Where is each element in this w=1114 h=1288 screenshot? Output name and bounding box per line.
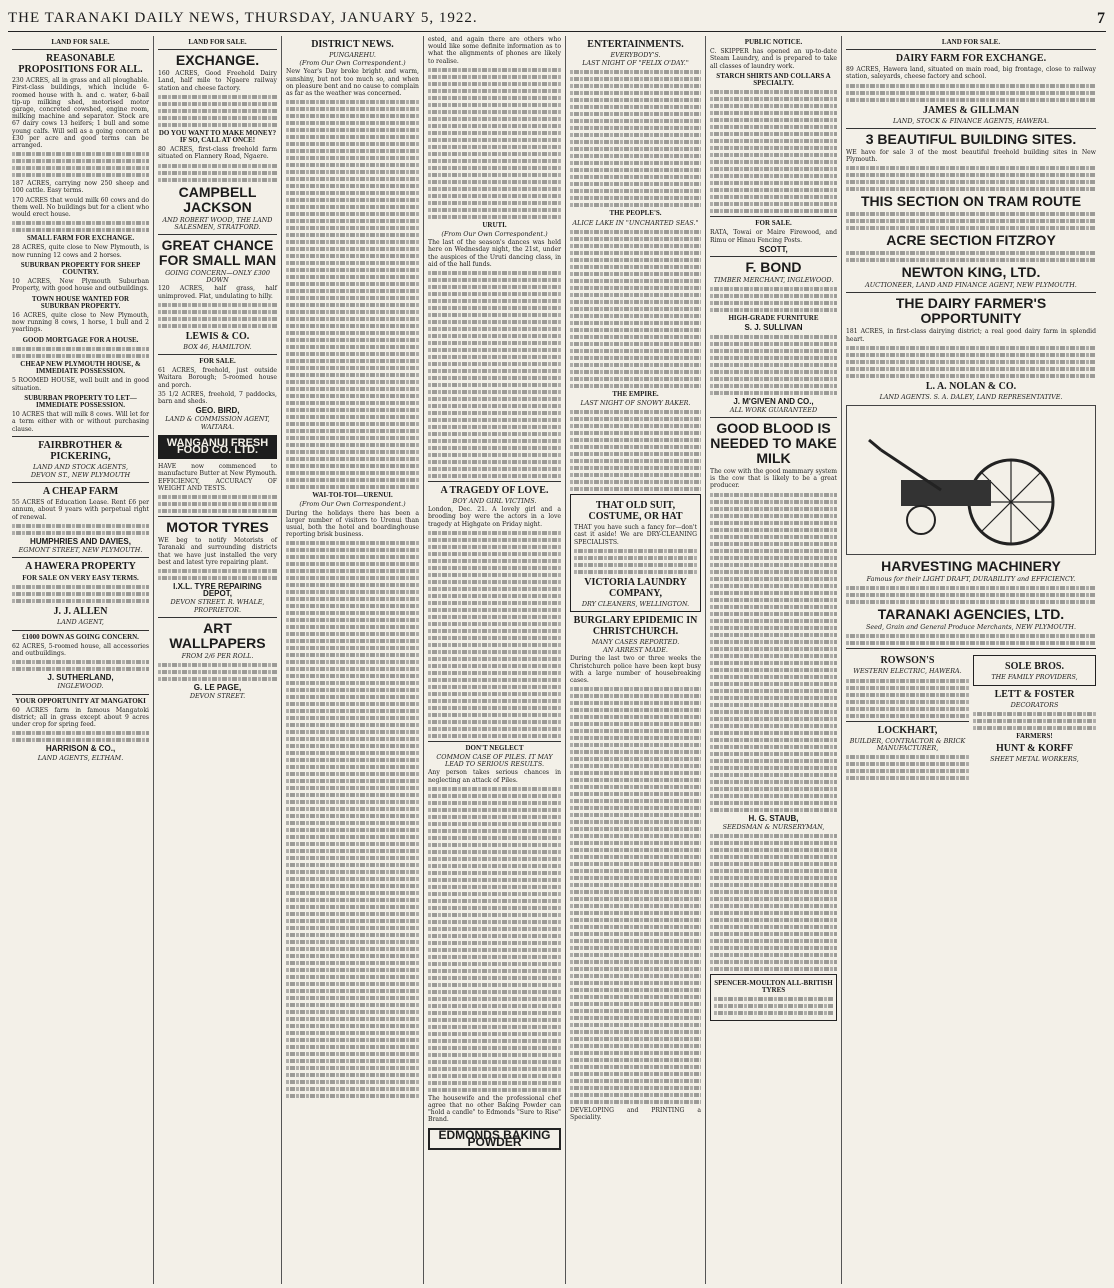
- ad-text: 28 ACRES, quite close to New Plymouth, is now running 12 cows and 2 horses.: [12, 244, 149, 259]
- ad-text: 80 ACRES, first-class freehold farm situated on Flannery Road, Ngaere.: [158, 146, 277, 161]
- ad-heading: GREAT CHANCE FOR SMALL MAN: [158, 237, 277, 269]
- firm-name: F. BOND: [745, 259, 802, 276]
- ad-heading: GOOD MORTGAGE FOR A HOUSE.: [22, 335, 139, 344]
- text-filler: [428, 68, 561, 219]
- column-5: [566, 36, 706, 1284]
- ad-heading: FARMERS!: [1016, 731, 1053, 740]
- spencer-moulton-ad: [710, 974, 837, 1021]
- ad-heading: CHEAP NEW PLYMOUTH HOUSE, & IMMEDIATE POSSESSION.: [20, 359, 141, 376]
- article-text: London, Dec. 21. A lovely girl and a brooding boy were the actors in a love tragedy at Highgate on Friday night.: [428, 506, 561, 528]
- ad-subtitle: Famous for their LIGHT DRAFT, DURABILITY and EFFICIENCY.: [866, 575, 1076, 584]
- ad-heading: DO YOU WANT TO MAKE MONEY? IF SO, CALL AT ONCE!: [158, 128, 277, 145]
- ad-text: The housewife and the professional chef agree that no other Baking Powder can "hold a candle" to Edmonds "Sure to Rise" Brand.: [428, 1094, 561, 1124]
- divider: [158, 354, 277, 355]
- divider: [428, 481, 561, 482]
- ad-text: 120 ACRES, half grass, half unimproved. Flat, undulating to hilly.: [158, 285, 277, 300]
- article-subheading: MANY CASES REPORTED.: [591, 638, 680, 647]
- article-heading: DISTRICT NEWS.: [311, 39, 394, 50]
- article-heading: DON'T NEGLECT: [465, 743, 524, 752]
- ad-text: 60 ACRES farm in famous Mangatoki district; all in grass except about 9 acres under crop for spring feed.: [12, 706, 149, 729]
- ad-heading: 3 BEAUTIFUL BUILDING SITES.: [865, 130, 1077, 147]
- section-heading: LAND FOR SALE.: [941, 38, 1001, 46]
- firm-name: HARRISON & CO.,: [45, 744, 116, 754]
- firm-name: G. LE PAGE,: [193, 682, 242, 692]
- ad-heading: MOTOR TYRES: [166, 519, 269, 536]
- ad-text: HAVE now commenced to manufacture Butter at New Plymouth. EFFICIENCY, ACCURACY OF WEIGHT AND TESTS.: [158, 463, 277, 492]
- text-filler: [846, 251, 1096, 262]
- firm-name: SCOTT,: [759, 244, 788, 254]
- article-subheading: AN ARREST MADE.: [603, 646, 668, 655]
- ad-heading: £1000 DOWN AS GOING CONCERN.: [22, 632, 139, 641]
- ad-heading: THAT OLD SUIT, COSTUME, OR HAT: [588, 500, 683, 523]
- bottom-ads-row: [846, 652, 1096, 783]
- ad-text: 5 ROOMED HOUSE, well built and in good situation.: [12, 377, 149, 392]
- column-3: [282, 36, 424, 1284]
- article-heading: A TRAGEDY OF LOVE.: [440, 485, 549, 497]
- text-filler: [12, 524, 149, 535]
- victoria-laundry-ad: [570, 494, 701, 612]
- article-heading: WAI-TOI-TOI—URENUI.: [312, 491, 393, 500]
- article-subheading: BOY AND GIRL VICTIMS.: [452, 497, 537, 506]
- text-filler: [846, 212, 1096, 230]
- firm-subtitle: THE FAMILY PROVIDERS,: [991, 673, 1078, 682]
- text-filler: [12, 221, 149, 232]
- ad-heading: ART WALLPAPERS: [169, 619, 266, 651]
- firm-address: INGLEWOOD.: [57, 682, 104, 691]
- ad-heading: FOR SALE.: [755, 219, 792, 228]
- text-filler: [570, 70, 701, 207]
- firm-subtitle: SHEET METAL WORKERS,: [990, 755, 1079, 764]
- byline: (From Our Own Correspondent.): [299, 59, 406, 68]
- text-filler: [846, 679, 969, 718]
- harvester-icon: [861, 410, 1081, 550]
- text-filler: [12, 585, 149, 603]
- text-filler: [570, 410, 701, 491]
- firm-address: EGMONT STREET, NEW PLYMOUTH.: [18, 545, 143, 554]
- ad-text: 187 ACRES, carrying now 250 sheep and 100 cattle. Easy terms.: [12, 180, 149, 195]
- ad-text: 230 ACRES, all in grass and all ploughable. First-class buildings, which include 6-roomed house with h. and c. water, 6-bail tip-up milking shed, motorised motor garage, concreted cowshed, engine room, milking machine and separator. Stock are 67 dairy cows 13 heifers; 1 bull and some young calfs. Will sell as a going concern at £30 per acre and good terms can be arranged.: [12, 77, 149, 150]
- firm-subtitle: DEVON STREET.: [189, 692, 246, 701]
- firm-subtitle: TIMBER MERCHANT, INGLEWOOD.: [713, 276, 834, 285]
- text-filler: [12, 347, 149, 358]
- divider: [158, 516, 277, 517]
- text-filler: [846, 586, 1096, 604]
- article-subheading: EVERYBODY'S.: [610, 51, 661, 59]
- firm-name: J. J. ALLEN: [53, 606, 108, 618]
- ad-text: RATA, Towai or Maire Firewood, and Rimu or Hinau Fencing Posts.: [710, 229, 837, 244]
- article-text: During the last two or three weeks the Christchurch police have been kept busy with a large number of housebreaking cases.: [570, 655, 701, 685]
- section-heading: LAND FOR SALE.: [188, 38, 247, 46]
- text-filler: [846, 166, 1096, 191]
- divider: [158, 49, 277, 50]
- firm-subtitle: BOX 46, HAMILTON.: [183, 342, 252, 351]
- edmonds-logo: EDMONDS BAKING POWDER: [428, 1128, 561, 1150]
- ad-heading: DAIRY FARM FOR EXCHANGE.: [895, 53, 1047, 65]
- bottom-ads-left: [846, 652, 969, 783]
- ad-text: The cow with the good mammary system is the cow that is likely to be a great producer.: [710, 468, 837, 490]
- ad-text: 35 1/2 ACRES, freehold, 7 paddocks, barn and sheds.: [158, 390, 277, 406]
- firm-subtitle: LAND AND STOCK AGENTS,: [33, 462, 128, 471]
- text-filler: [158, 164, 277, 182]
- ad-heading: SUBURBAN PROPERTY TO LET—IMMEDIATE POSSESSION.: [24, 393, 137, 409]
- firm-name: LEWIS & CO.: [185, 330, 250, 342]
- ad-heading: FOR SALE ON VERY EASY TERMS.: [22, 574, 139, 583]
- divider: [428, 741, 561, 742]
- divider: [12, 557, 149, 558]
- text-filler: [846, 346, 1096, 378]
- ad-heading: THE DAIRY FARMER'S OPPORTUNITY: [895, 295, 1047, 327]
- text-filler: [428, 787, 561, 1092]
- article-text: During the holidays there has been a larger number of visitors to Urenui than usual, both the hotel and boardinghouse reporting brisk business.: [286, 509, 419, 539]
- firm-name: JAMES & GILLMAN: [922, 104, 1020, 116]
- firm-subtitle: ALL WORK GUARANTEED: [729, 405, 818, 414]
- text-filler: [710, 90, 837, 213]
- firm-name: NEWTON KING, LTD.: [901, 264, 1041, 281]
- text-filler: [714, 997, 833, 1015]
- ad-heading: YOUR OPPORTUNITY AT MANGATOKI: [15, 696, 146, 705]
- firm-name: CAMPBELL JACKSON: [178, 183, 257, 215]
- text-filler: [846, 755, 969, 780]
- sole-bros-ad: [973, 655, 1096, 685]
- firm-name: LETT & FOSTER: [994, 688, 1075, 700]
- ad-heading: SPENCER-MOULTON ALL-BRITISH TYRES: [714, 979, 833, 995]
- firm-name: VICTORIA LAUNDRY COMPANY,: [584, 576, 687, 599]
- text-filler: [428, 271, 561, 478]
- firm-address: DEVON ST., NEW PLYMOUTH: [30, 470, 131, 479]
- ad-text: 10 ACRES, New Plymouth Suburban Property, with good house and outbuildings.: [12, 278, 149, 293]
- ad-heading: HARVESTING MACHINERY: [881, 558, 1061, 575]
- plough-illustration: [846, 405, 1096, 555]
- divider: [846, 292, 1096, 293]
- ad-text: 55 ACRES of Education Lease. Rent £6 per annum, about 9 years with perpetual right of renewal.: [12, 499, 149, 521]
- firm-subtitle: DECORATORS: [1010, 700, 1059, 709]
- article-heading: THE PEOPLE'S.: [609, 209, 662, 218]
- firm-subtitle: SEEDSMAN & NURSERYMAN,: [722, 822, 825, 831]
- text-filler: [846, 84, 1096, 102]
- article-heading: URUTI.: [482, 220, 507, 229]
- column-7: [842, 36, 1100, 1284]
- text-filler: [158, 663, 277, 681]
- text-filler: [12, 660, 149, 671]
- firm-name: L. A. NOLAN & CO.: [925, 380, 1017, 392]
- divider: [710, 256, 837, 257]
- firm-name: J. M'GIVEN AND CO.,: [733, 396, 814, 406]
- ad-text: 62 ACRES, 5-roomed house, all accessories and outbuildings.: [12, 642, 149, 657]
- divider: [158, 617, 277, 618]
- column-2: [154, 36, 282, 1284]
- divider: [846, 648, 1096, 649]
- ad-heading: EXCHANGE.: [175, 52, 260, 69]
- text-filler: [710, 335, 837, 395]
- text-filler: [710, 834, 837, 971]
- ad-text: 61 ACRES, freehold, just outside Waitara Borough; 5-roomed house and porch.: [158, 367, 277, 389]
- text-filler: [710, 287, 837, 312]
- article-text: The last of the season's dances was held here on Wednesday night, the 21st, under the auspices of the Uruti dancing class, in aid of the hall funds.: [428, 239, 561, 268]
- ad-heading: ACRE SECTION FITZROY: [886, 232, 1056, 249]
- column-6: [706, 36, 842, 1284]
- article-heading: THE EMPIRE.: [612, 389, 659, 398]
- firm-name: I.X.L. TYRE REPAIRING DEPOT,: [173, 581, 262, 599]
- article-subheading: LAST NIGHT OF "FELIX O'DAY.": [582, 59, 689, 68]
- firm-subtitle: LAND & COMMISSION AGENT, WAITARA.: [165, 415, 270, 431]
- article-subheading: COMMON CASE OF PILES. IT MAY LEAD TO SERIOUS RESULTS.: [436, 753, 553, 769]
- ad-heading: SMALL FARM FOR EXCHANGE.: [26, 234, 135, 243]
- divider: [12, 630, 149, 631]
- text-filler: [12, 152, 149, 177]
- divider: [158, 234, 277, 235]
- text-filler: [286, 541, 419, 1098]
- byline: (From Our Own Correspondent.): [441, 230, 548, 239]
- firm-name: HUMPHRIES AND DAVIES,: [30, 536, 131, 546]
- column-1: [8, 36, 154, 1284]
- firm-subtitle: WESTERN ELECTRIC, HAWERA.: [853, 667, 962, 676]
- wanganui-fresh-food-logo: WANGANUI FRESH FOOD CO. LTD.: [158, 435, 277, 459]
- ad-text: 181 ACRES, in first-class dairying district; a real good dairy farm in splendid heart.: [846, 328, 1096, 343]
- divider: [846, 128, 1096, 129]
- ad-heading: GOOD BLOOD IS NEEDED TO MAKE MILK: [710, 420, 837, 467]
- firm-name: H. G. STAUB,: [748, 813, 799, 823]
- ad-subtitle: FROM 2/6 PER ROLL.: [181, 651, 254, 660]
- firm-name: FAIRBROTHER & PICKERING,: [38, 439, 123, 462]
- text-filler: [428, 531, 561, 738]
- article-subheading: LAST NIGHT OF SNOWY BAKER.: [580, 399, 691, 408]
- ad-text: WE beg to notify Motorists of Taranaki and surrounding districts that we have just installed the very best and latest tyre repairing plant.: [158, 537, 277, 566]
- section-heading: ENTERTAINMENTS.: [587, 39, 684, 50]
- masthead: [8, 6, 1106, 32]
- divider: [846, 49, 1096, 50]
- text-filler: [574, 549, 697, 574]
- firm-name: J. SUTHERLAND,: [47, 673, 114, 683]
- ad-heading: FOR SALE.: [199, 357, 236, 366]
- ad-text: 170 ACRES that would milk 60 cows and do them well. No buildings but for a client who would erect house.: [12, 196, 149, 219]
- firm-subtitle: DRY CLEANERS, WELLINGTON.: [581, 599, 690, 608]
- ad-heading: A HAWERA PROPERTY: [25, 561, 136, 573]
- divider: [710, 216, 837, 217]
- article-subheading: PUNGAREHU.: [329, 51, 376, 59]
- text-filler: [973, 712, 1096, 730]
- firm-name: LOCKHART,: [877, 724, 938, 736]
- text-filler: [12, 731, 149, 742]
- firm-subtitle: LAND, STOCK & FINANCE AGENTS, HAWERA.: [892, 116, 1050, 125]
- divider: [12, 49, 149, 50]
- firm-subtitle: LAND AGENTS. S. A. DALEY, LAND REPRESENTATIVE.: [879, 392, 1063, 401]
- ad-text: THAT you have such a fancy for—don't cast it aside! We are DRY-CLEANING SPECIALISTS.: [574, 524, 697, 546]
- ad-subheading: STARCH SHIRTS AND COLLARS A SPECIALTY.: [716, 71, 831, 88]
- ad-subtitle: GOING CONCERN—ONLY £300 DOWN: [165, 269, 270, 285]
- ad-text: 160 ACRES, Good Freehold Dairy Land, half mile to Ngaere railway station and cheese factory.: [158, 70, 277, 92]
- columns: [8, 36, 1106, 1284]
- article-text: Any person takes serious chances in neglecting an attack of Piles.: [428, 769, 561, 784]
- article-subheading: ALICE LAKE IN "UNCHARTED SEAS.": [572, 218, 699, 227]
- ad-text: C. SKIPPER has opened an up-to-date Steam Laundry, and is prepared to take all classes of laundry work.: [710, 48, 837, 70]
- firm-name: ROWSON'S: [880, 655, 935, 667]
- text-filler: [286, 100, 419, 489]
- firm-name: SOLE BROS.: [1005, 661, 1064, 673]
- text-filler: [158, 495, 277, 513]
- ad-heading: REASONABLE PROPOSITIONS FOR ALL.: [18, 53, 143, 76]
- divider: [846, 721, 969, 722]
- article-text: ested, and again there are others who would like some definite information as to what the alignments of phones are likely to realise.: [428, 36, 561, 65]
- firm-subtitle: DEVON STREET. R. WHALE, PROPRIETOR.: [170, 598, 265, 614]
- firm-name: HUNT & KORFF: [995, 743, 1074, 755]
- article-text: New Year's Day broke bright and warm, sunshiny, but not too much so, and when on pleasure bent and no cause to complain as far as the weather was concerned.: [286, 68, 419, 98]
- ad-heading: THIS SECTION ON TRAM ROUTE: [860, 193, 1082, 210]
- firm-subtitle: LAND AGENTS, ELTHAM.: [37, 753, 124, 762]
- text-filler: [710, 493, 837, 812]
- ad-text: DEVELOPING and PRINTING a Speciality.: [570, 1107, 701, 1122]
- firm-name: TARANAKI AGENCIES, LTD.: [877, 606, 1065, 623]
- text-filler: [158, 569, 277, 580]
- divider: [12, 482, 149, 483]
- masthead-title: THE TARANAKI DAILY NEWS, THURSDAY, JANUARY 5, 1922.: [8, 10, 478, 26]
- ad-text: 16 ACRES, quite close to New Plymouth, now running 8 cows, 1 horse, 1 bull and 2 yearlings.: [12, 312, 149, 334]
- firm-subtitle: BUILDER, CONTRACTOR & BRICK MANUFACTURER,: [849, 736, 966, 752]
- firm-subtitle: AND ROBERT WOOD, THE LAND SALESMEN, STRATFORD.: [162, 215, 273, 231]
- ad-text: 10 ACRES that will milk 8 cows. Will let for a term either with or without purchasing clause.: [12, 411, 149, 433]
- firm-subtitle: Seed, Grain and General Produce Merchants, NEW PLYMOUTH.: [866, 623, 1076, 632]
- firm-name: S. J. SULLIVAN: [744, 323, 803, 333]
- text-filler: [570, 230, 701, 388]
- column-4: [424, 36, 566, 1284]
- ad-heading: A CHEAP FARM: [42, 486, 119, 498]
- ad-heading: SUBURBAN PROPERTY FOR SHEEP COUNTRY.: [20, 260, 141, 277]
- firm-subtitle: AUCTIONEER, LAND AND FINANCE AGENT, NEW PLYMOUTH.: [865, 281, 1077, 290]
- ad-heading: HIGH-GRADE FURNITURE: [728, 314, 819, 323]
- ad-text: 89 ACRES, Hawera land, situated on main road, big frontage, close to railway station, saleyards, cheese factory and school.: [846, 66, 1096, 81]
- ad-heading: TOWN HOUSE WANTED FOR SUBURBAN PROPERTY.: [31, 294, 130, 310]
- ad-text: WE have for sale 3 of the most beautiful freehold building sites in New Plymouth.: [846, 148, 1096, 164]
- text-filler: [570, 687, 701, 1104]
- text-filler: [846, 634, 1096, 645]
- section-heading: PUBLIC NOTICE.: [744, 38, 803, 46]
- text-filler: [158, 303, 277, 328]
- divider: [12, 436, 149, 437]
- text-filler: [158, 95, 277, 127]
- firm-name: GEO. BIRD,: [195, 406, 240, 416]
- article-heading: BURGLARY EPIDEMIC IN CHRISTCHURCH.: [573, 615, 698, 638]
- divider: [710, 417, 837, 418]
- firm-subtitle: LAND AGENT,: [57, 618, 104, 627]
- page-number: 7: [1097, 9, 1106, 27]
- section-heading: LAND FOR SALE.: [51, 38, 110, 46]
- divider: [12, 694, 149, 695]
- byline: (From Our Own Correspondent.): [299, 500, 406, 509]
- bottom-ads-right: [973, 652, 1096, 783]
